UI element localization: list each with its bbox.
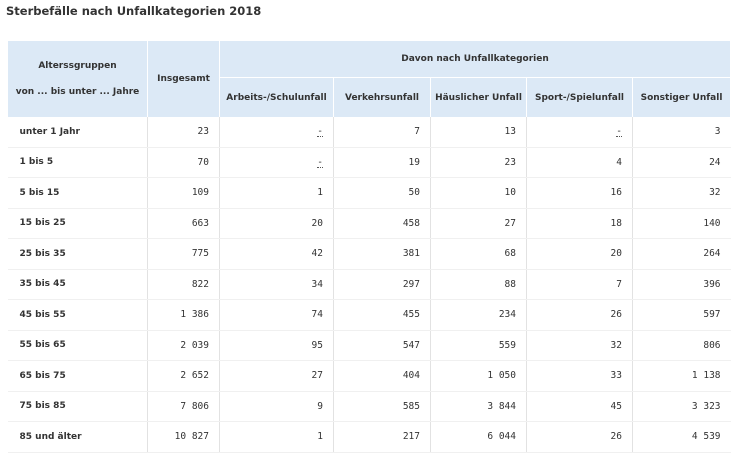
no-value-dash: - [317,126,323,138]
header-category: Häuslicher Unfall [431,78,527,118]
category-value-cell: 45 [527,391,633,422]
category-value-cell [527,117,633,147]
category-value-cell: 20 [220,208,334,239]
category-value-cell: 74 [220,300,334,331]
category-value-cell: 26 [527,300,633,331]
category-value-cell: 9 [220,391,334,422]
table-row [8,269,731,300]
header-row-top [8,41,731,78]
category-value-cell: 547 [334,330,431,361]
category-value-cell: 88 [431,269,527,300]
age-group-cell: 35 bis 45 [8,269,148,300]
table-row [8,361,731,392]
category-value-cell: 1 050 [431,361,527,392]
category-value-cell: 26 [527,422,633,453]
header-category: Arbeits-/Schulunfall [220,78,334,118]
age-group-cell: unter 1 Jahr [8,117,148,147]
category-value-cell: 4 539 [633,422,731,453]
category-value-cell: 32 [633,178,731,209]
age-group-cell: 55 bis 65 [8,330,148,361]
table-row [8,178,731,209]
category-value-cell: 458 [334,208,431,239]
category-value-cell: 404 [334,361,431,392]
total-cell: 1 386 [148,300,220,331]
table-row [8,330,731,361]
category-value-cell: 18 [527,208,633,239]
category-value-cell: 597 [633,300,731,331]
age-group-cell: 65 bis 75 [8,361,148,392]
category-value-cell: 27 [220,361,334,392]
category-value-cell: 559 [431,330,527,361]
total-cell: 663 [148,208,220,239]
total-cell: 2 039 [148,330,220,361]
header-category: Sport-/Spielunfall [527,78,633,118]
no-value-dash: - [616,126,622,138]
table-row [8,147,731,178]
category-value-cell: 95 [220,330,334,361]
category-value-cell: 1 [220,422,334,453]
table-body [8,117,731,452]
category-value-cell: 32 [527,330,633,361]
category-value-cell: 16 [527,178,633,209]
category-value-cell: 13 [431,117,527,147]
category-value-cell: 68 [431,239,527,270]
category-value-cell: 7 [527,269,633,300]
category-value-cell: 6 044 [431,422,527,453]
category-value-cell: 10 [431,178,527,209]
accident-deaths-table [7,41,731,453]
category-value-cell: 3 844 [431,391,527,422]
category-value-cell: 3 323 [633,391,731,422]
age-group-cell: 25 bis 35 [8,239,148,270]
total-cell: 822 [148,269,220,300]
total-cell: 70 [148,147,220,178]
total-cell: 7 806 [148,391,220,422]
category-value-cell: 20 [527,239,633,270]
age-group-cell: 5 bis 15 [8,178,148,209]
category-value-cell: 27 [431,208,527,239]
header-age-line1: Alterssgruppen [38,61,117,71]
category-value-cell: 234 [431,300,527,331]
total-cell: 10 827 [148,422,220,453]
table-row [8,300,731,331]
age-group-cell: 1 bis 5 [8,147,148,178]
table-row [8,208,731,239]
category-value-cell: 455 [334,300,431,331]
category-value-cell: 264 [633,239,731,270]
table-row [8,422,731,453]
category-value-cell: 585 [334,391,431,422]
category-value-cell: 806 [633,330,731,361]
age-group-cell: 45 bis 55 [8,300,148,331]
category-value-cell: 24 [633,147,731,178]
header-category: Sonstiger Unfall [633,78,731,118]
header-category-group: Davon nach Unfallkategorien [220,41,731,78]
category-value-cell [220,117,334,147]
category-value-cell: 217 [334,422,431,453]
table-title: Sterbefälle nach Unfallkategorien 2018 [6,4,262,18]
category-value-cell: 34 [220,269,334,300]
table-row [8,239,731,270]
category-value-cell: 396 [633,269,731,300]
header-total: Insgesamt [148,41,220,117]
category-value-cell: 1 138 [633,361,731,392]
total-cell: 109 [148,178,220,209]
category-value-cell: 140 [633,208,731,239]
category-value-cell: 297 [334,269,431,300]
age-group-cell: 85 und älter [8,422,148,453]
category-value-cell: 4 [527,147,633,178]
table-row [8,391,731,422]
total-cell: 2 652 [148,361,220,392]
category-value-cell: 42 [220,239,334,270]
total-cell: 775 [148,239,220,270]
header-age-line2: von ... bis unter ... Jahre [15,87,140,97]
header-age-group [8,41,148,117]
age-group-cell: 15 bis 25 [8,208,148,239]
category-value-cell: 33 [527,361,633,392]
category-value-cell: 7 [334,117,431,147]
table-row [8,117,731,147]
category-value-cell: 3 [633,117,731,147]
category-value-cell: 1 [220,178,334,209]
category-value-cell: 23 [431,147,527,178]
category-value-cell [220,147,334,178]
no-value-dash: - [317,156,323,168]
category-value-cell: 50 [334,178,431,209]
total-cell: 23 [148,117,220,147]
category-value-cell: 381 [334,239,431,270]
category-value-cell: 19 [334,147,431,178]
age-group-cell: 75 bis 85 [8,391,148,422]
header-category: Verkehrsunfall [334,78,431,118]
